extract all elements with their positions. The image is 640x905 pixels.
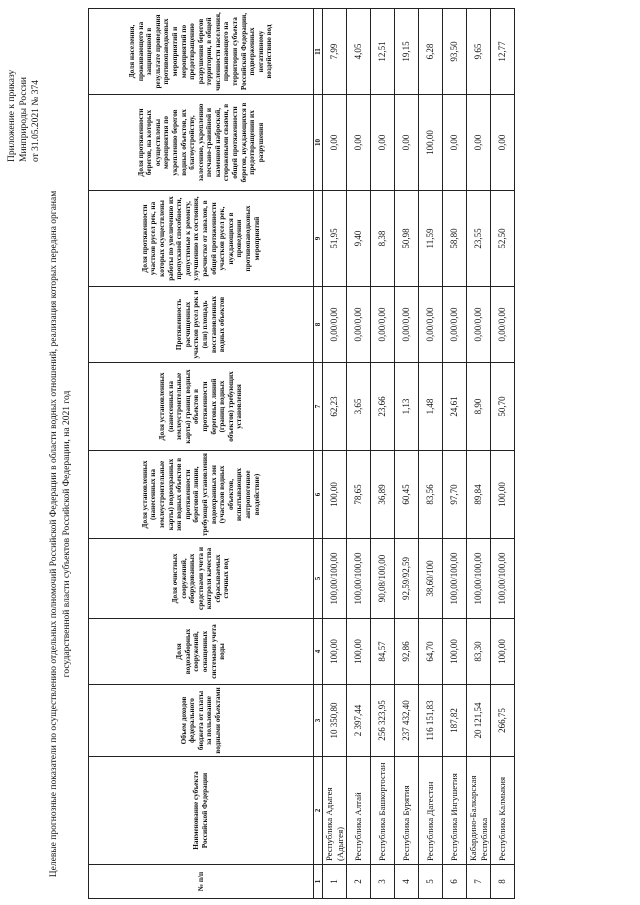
header-cell: Объем доходов федерального бюджета от платы за пользование водными объектами <box>89 685 314 757</box>
value-cell: 0,00/0,00 <box>395 287 419 363</box>
value-cell: 9,65 <box>467 9 491 95</box>
appendix-note <box>6 12 42 162</box>
row-number-cell: 8 <box>491 865 515 899</box>
value-cell: 100,00/100,00 <box>443 539 467 619</box>
region-name-cell: Республика Калмыкия <box>491 757 515 865</box>
column-number: 3 <box>314 685 323 757</box>
value-cell: 97,70 <box>443 451 467 539</box>
column-number: 4 <box>314 619 323 685</box>
value-cell: 12,51 <box>371 9 395 95</box>
table-row <box>323 9 347 899</box>
column-number: 1 <box>314 865 323 899</box>
table-row <box>395 9 419 899</box>
value-cell: 237 432,40 <box>395 685 419 757</box>
table-row <box>467 9 491 899</box>
value-cell: 58,80 <box>443 191 467 287</box>
value-cell: 3,65 <box>347 363 371 451</box>
value-cell: 0,00 <box>395 95 419 191</box>
value-cell: 100,00 <box>419 95 443 191</box>
value-cell: 38,60/100 <box>419 539 443 619</box>
header-cell: Доля установленных (нанесенных на землеустроительные карты) водоохранных зон водных объектов в протяженности береговой линии, требующей установления водоохранных зон (участков водных объектов, испытывающих антропогенное воздействие) <box>89 451 314 539</box>
value-cell: 51,95 <box>323 191 347 287</box>
table-row <box>347 9 371 899</box>
table-header-row <box>89 9 314 899</box>
value-cell: 6,28 <box>419 9 443 95</box>
column-number: 11 <box>314 9 323 95</box>
value-cell: 100,00 <box>347 619 371 685</box>
value-cell: 0,00 <box>443 95 467 191</box>
column-number: 7 <box>314 363 323 451</box>
value-cell: 60,45 <box>395 451 419 539</box>
column-number: 8 <box>314 287 323 363</box>
header-cell: Доля водозаборных сооружений, оснащенных системами учета воды <box>89 619 314 685</box>
value-cell: 19,15 <box>395 9 419 95</box>
value-cell: 24,61 <box>443 363 467 451</box>
value-cell: 1,48 <box>419 363 443 451</box>
column-number: 9 <box>314 191 323 287</box>
value-cell: 100,00 <box>323 451 347 539</box>
value-cell: 4,05 <box>347 9 371 95</box>
value-cell: 11,59 <box>419 191 443 287</box>
value-cell: 1,13 <box>395 363 419 451</box>
value-cell: 23,55 <box>467 191 491 287</box>
value-cell: 2 397,44 <box>347 685 371 757</box>
appendix-line: от 31.05.2021 № 374 <box>31 80 41 162</box>
value-cell: 100,00 <box>491 619 515 685</box>
value-cell: 0,00/0,00 <box>443 287 467 363</box>
value-cell: 83,30 <box>467 619 491 685</box>
column-number: 5 <box>314 539 323 619</box>
header-cell: Протяженность расчищенных участков русел рек и (или) площадь восстановленных водных объектов <box>89 287 314 363</box>
value-cell: 116 151,83 <box>419 685 443 757</box>
value-cell: 100,00/100,00 <box>323 539 347 619</box>
value-cell: 100,00 <box>443 619 467 685</box>
value-cell: 93,50 <box>443 9 467 95</box>
row-number-cell: 2 <box>347 865 371 899</box>
value-cell: 20 121,54 <box>467 685 491 757</box>
table-row <box>419 9 443 899</box>
value-cell: 0,00/0,00 <box>467 287 491 363</box>
value-cell: 100,00/100,00 <box>467 539 491 619</box>
value-cell: 90,08/100,00 <box>371 539 395 619</box>
value-cell: 0,00 <box>347 95 371 191</box>
value-cell: 100,00 <box>491 451 515 539</box>
region-name-cell: Кабардино-Балкарская Республика <box>467 757 491 865</box>
value-cell: 62,23 <box>323 363 347 451</box>
value-cell: 83,56 <box>419 451 443 539</box>
value-cell: 0,00 <box>323 95 347 191</box>
value-cell: 8,38 <box>371 191 395 287</box>
region-name-cell: Республика Алтай <box>347 757 371 865</box>
region-name-cell: Республика Адыгея (Адыгея) <box>323 757 347 865</box>
value-cell: 12,77 <box>491 9 515 95</box>
value-cell: 50,70 <box>491 363 515 451</box>
header-cell: Доля установленных (нанесенных на землеустроительные карты) границ водных объектов в протяженности береговых линий (границ водных объектов) требующих установления <box>89 363 314 451</box>
value-cell: 187,82 <box>443 685 467 757</box>
table-row <box>491 9 515 899</box>
table-row <box>443 9 467 899</box>
appendix-line: Приложение к приказу <box>7 69 17 162</box>
row-number-cell: 6 <box>443 865 467 899</box>
header-cell: № п/п <box>89 865 314 899</box>
appendix-line: Минприроды России <box>19 77 29 162</box>
row-number-cell: 3 <box>371 865 395 899</box>
header-cell: Доля очистных сооружений, оборудованных средствами учета и контроля качества сбрасываемых сточных вод <box>89 539 314 619</box>
value-cell: 10 350,80 <box>323 685 347 757</box>
row-number-cell: 4 <box>395 865 419 899</box>
value-cell: 7,99 <box>323 9 347 95</box>
document-title: Целевые прогнозные показатели по осуществлению отдельных полномочий Российской Федерации в области водных отношений, реализация которых передана органам государственной власти субъектов Российской Федерации, на 2021 год <box>49 190 72 878</box>
column-number-row <box>314 9 323 899</box>
row-number-cell: 7 <box>467 865 491 899</box>
value-cell: 0,00 <box>467 95 491 191</box>
row-number-cell: 1 <box>323 865 347 899</box>
header-cell: Доля протяженности участков русел рек, на которых осуществлены работы по увеличению их пропускной способности, допустимые к ремонту, улучшению их состояния, расчистке от завалов, в общей протяженности участков русел рек, нуждающихся в проведении противопаводковых мероприятий <box>89 191 314 287</box>
value-cell: 92,59/92,59 <box>395 539 419 619</box>
region-name-cell: Республика Ингушетия <box>443 757 467 865</box>
value-cell: 64,70 <box>419 619 443 685</box>
value-cell: 0,00/0,00 <box>323 287 347 363</box>
value-cell: 50,98 <box>395 191 419 287</box>
value-cell: 0,00 <box>371 95 395 191</box>
value-cell: 0,00/0,00 <box>347 287 371 363</box>
table-row <box>371 9 395 899</box>
value-cell: 8,90 <box>467 363 491 451</box>
region-name-cell: Республика Башкортостан <box>371 757 395 865</box>
header-cell: Наименование субъекта Российской Федерации <box>89 757 314 865</box>
row-number-cell: 5 <box>419 865 443 899</box>
column-number: 6 <box>314 451 323 539</box>
region-name-cell: Республика Дагестан <box>419 757 443 865</box>
indicators-table <box>88 8 515 899</box>
region-name-cell: Республика Бурятия <box>395 757 419 865</box>
value-cell: 0,00/0,00 <box>371 287 395 363</box>
value-cell: 0,00/0,00 <box>419 287 443 363</box>
header-cell: Доля протяженности берегов, на которых осуществлены мероприятия по укреплению берегов водных объектов, их благоустройству, залесению, укреплению песчано-гравийной и каменной наброской, сторожевыми сваями, в общей протяженности берегов, нуждающихся в предотвращении их разрушения <box>89 95 314 191</box>
value-cell: 0,00 <box>491 95 515 191</box>
value-cell: 52,50 <box>491 191 515 287</box>
value-cell: 9,40 <box>347 191 371 287</box>
value-cell: 256 323,95 <box>371 685 395 757</box>
value-cell: 23,66 <box>371 363 395 451</box>
value-cell: 0,00/0,00 <box>491 287 515 363</box>
column-number: 10 <box>314 95 323 191</box>
column-number: 2 <box>314 757 323 865</box>
value-cell: 92,86 <box>395 619 419 685</box>
value-cell: 100,00 <box>323 619 347 685</box>
value-cell: 78,65 <box>347 451 371 539</box>
header-cell: Доля населения, проживающего на защищенной в результате проведения противопаводковых мероприятий и мероприятий по предотвращению разрушения берегов территории, в общей численности населения, проживающего на территории субъекта Российской Федерации, подверженных негативному воздействию вод <box>89 9 314 95</box>
value-cell: 100,00/100,00 <box>491 539 515 619</box>
value-cell: 100,00/100,00 <box>347 539 371 619</box>
value-cell: 36,89 <box>371 451 395 539</box>
value-cell: 89,84 <box>467 451 491 539</box>
value-cell: 84,57 <box>371 619 395 685</box>
value-cell: 266,75 <box>491 685 515 757</box>
